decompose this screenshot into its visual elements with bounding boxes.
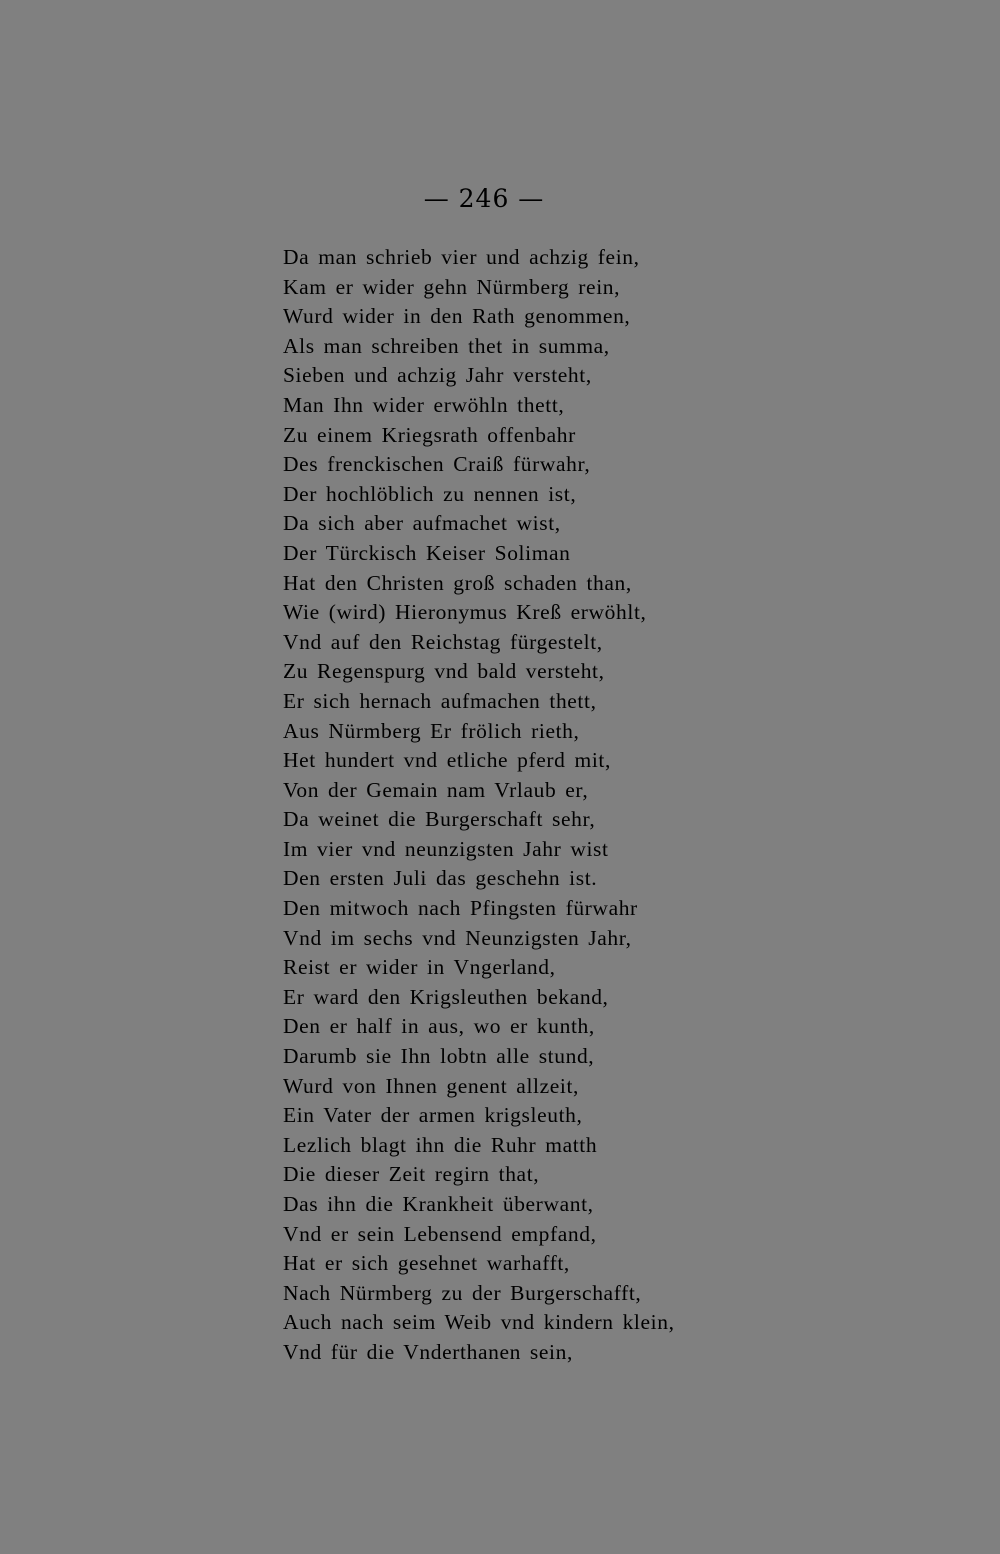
- verse-line: Er sich hernach aufmachen thett,: [283, 688, 597, 713]
- page-number: — 246 —: [423, 184, 545, 213]
- verse-line: Wurd von Ihnen genent allzeit,: [283, 1073, 579, 1098]
- verse-line: Kam er wider gehn Nürmberg rein,: [283, 274, 621, 299]
- verse-line: Lezlich blagt ihn die Ruhr matth: [283, 1132, 598, 1157]
- verse-line: Den er half in aus, wo er kunth,: [283, 1014, 595, 1039]
- verse-line: Vnd er sein Lebensend empfand,: [283, 1221, 597, 1246]
- verse-line: Auch nach seim Weib vnd kindern klein,: [283, 1310, 675, 1335]
- verse-line: Er ward den Krigsleuthen bekand,: [283, 984, 609, 1009]
- verse-line: Vnd auf den Reichstag fürgestelt,: [283, 629, 603, 654]
- verse-line: Man Ihn wider erwöhln thett,: [283, 392, 565, 417]
- verse-line: Nach Nürmberg zu der Burgerschafft,: [283, 1280, 642, 1305]
- verse-line: Zu Regenspurg vnd bald versteht,: [283, 659, 605, 684]
- verse-line: Vnd im sechs vnd Neunzigsten Jahr,: [283, 925, 632, 950]
- verse-line: Wurd wider in den Rath genommen,: [283, 304, 631, 329]
- verse-line: Hat den Christen groß schaden than,: [283, 570, 632, 595]
- verse-line: Aus Nürmberg Er frölich rieth,: [283, 718, 580, 743]
- verse-line: Das ihn die Krankheit überwant,: [283, 1192, 594, 1216]
- verse-line: Als man schreiben thet in summa,: [283, 333, 610, 358]
- verse-line: Den mitwoch nach Pfingsten fürwahr: [283, 896, 638, 921]
- verse-line: Von der Gemain nam Vrlaub er,: [283, 777, 589, 802]
- verse-line: Da weinet die Burgerschaft sehr,: [283, 807, 596, 832]
- verse-line: Im vier vnd neunzigsten Jahr wist: [283, 836, 609, 861]
- verse-block: [283, 243, 675, 1368]
- verse-line: Den ersten Juli das geschehn ist.: [283, 866, 598, 891]
- verse-line: Die dieser Zeit regirn that,: [283, 1162, 540, 1187]
- verse-line: Da man schrieb vier und achzig fein,: [283, 245, 640, 269]
- verse-line: Der hochlöblich zu nennen ist,: [283, 481, 577, 506]
- verse-line: Darumb sie Ihn lobtn alle stund,: [283, 1044, 595, 1069]
- verse-line: Da sich aber aufmachet wist,: [283, 511, 561, 536]
- verse-line: Hat er sich gesehnet warhafft,: [283, 1251, 570, 1276]
- verse-line: Der Türckisch Keiser Soliman: [283, 540, 571, 565]
- verse-line: Des frenckischen Craiß fürwahr,: [283, 452, 591, 477]
- verse-line: Reist er wider in Vngerland,: [283, 955, 556, 980]
- verse-line: Ein Vater der armen krigsleuth,: [283, 1103, 583, 1128]
- verse-line: Sieben und achzig Jahr versteht,: [283, 363, 592, 388]
- verse-line: Het hundert vnd etliche pferd mit,: [283, 748, 611, 773]
- verse-line: Vnd für die Vnderthanen sein,: [283, 1339, 573, 1364]
- verse-line: Wie (wird) Hieronymus Kreß erwöhlt,: [283, 600, 647, 625]
- verse-line: Zu einem Kriegsrath offenbahr: [283, 422, 576, 447]
